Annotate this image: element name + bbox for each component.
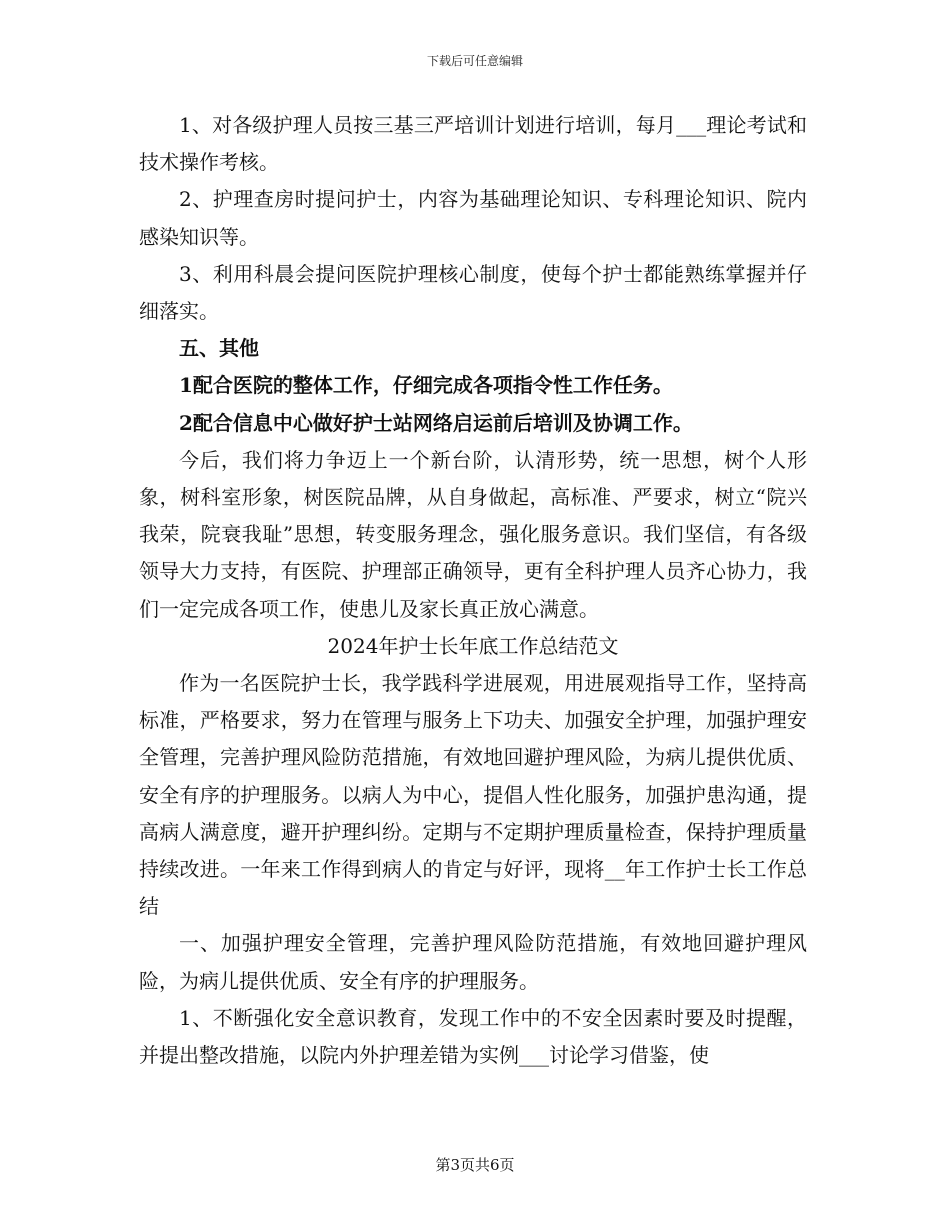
paragraph-morning-meeting: 3、利用科晨会提问医院护理核心制度，使每个护士都能熟练掌握并仔细落实。: [139, 261, 807, 324]
paragraph-section-one: 一、加强护理安全管理，完善护理风险防范措施，有效地回避护理风险，为病儿提供优质、安全有序的护理服务。: [139, 931, 807, 993]
paragraph-ward-rounds: 2、护理查房时提问护士，内容为基础理论知识、专科理论知识、院内感染知识等。: [139, 187, 807, 249]
paragraph-cooperate-info-center: 2配合信息中心做好护士站网络启运前后培训及协调工作。: [179, 410, 693, 435]
article-title: 2024年护士长年底工作总结范文: [327, 633, 619, 658]
section-heading-other: 五、其他: [179, 336, 259, 361]
paragraph-introduction: 作为一名医院护士长，我学践科学进展观，用进展观指导工作，坚持高标准，严格要求，努力在管理与服务上下功夫、加强安全护理，加强护理安全管理，完善护理风险防范措施，有效地回避护理风险，为病儿提供优质、安全有序的护理服务。以病人为中心，提倡人性化服务，加强护患沟通，提高病人满意度，避开护理纠纷。定期与不定期护理质量检查，保持护理质量持续改进。一年来工作得到病人的肯定与好评，现将__年工作护士长工作总结: [139, 671, 807, 919]
paragraph-cooperate-hospital: 1配合医院的整体工作，仔细完成各项指令性工作任务。: [179, 373, 673, 398]
page-footer: 第3页共6页: [435, 1156, 515, 1174]
paragraph-safety-education: 1、不断强化安全意识教育，发现工作中的不安全因素时要及时提醒，并提出整改措施，以院内外护理差错为实例___讨论学习借鉴，使: [139, 1005, 807, 1068]
document-body: [139, 107, 807, 1074]
paragraph-training-plan: 1、对各级护理人员按三基三严培训计划进行培训，每月___理论考试和技术操作考核。: [139, 113, 807, 175]
paragraph-future-outlook: 今后，我们将力争迈上一个新台阶，认清形势，统一思想，树个人形象，树科室形象，树医院品牌，从自身做起，高标准、严要求，树立“院兴我荣，院衰我耻”思想，转变服务理念，强化服务意识。我们坚信，有各级领导大力支持，有医院、护理部正确领导，更有全科护理人员齐心协力，我们一定完成各项工作，使患儿及家长真正放心满意。: [139, 447, 807, 621]
page-header: 下载后可任意编辑: [426, 54, 523, 68]
